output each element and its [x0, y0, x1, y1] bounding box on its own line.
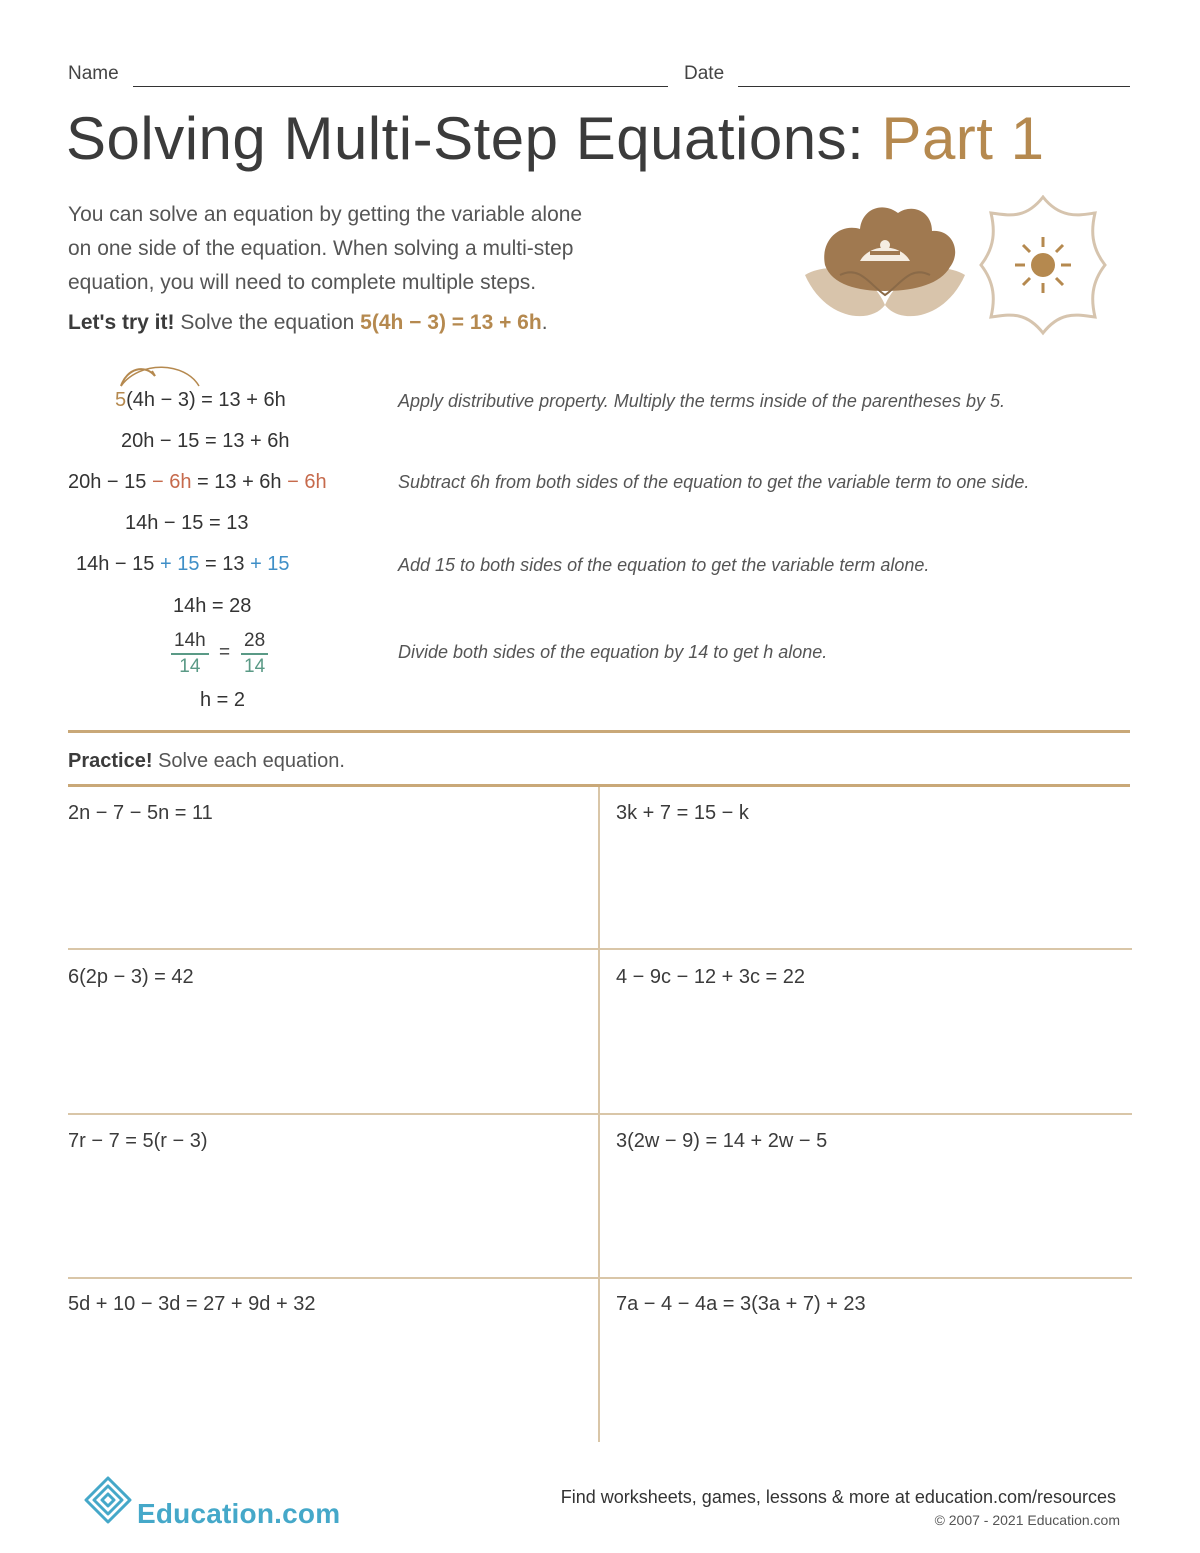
example-step-5-c: = 13: [199, 553, 245, 575]
example-step-5-b: + 15: [154, 553, 200, 575]
example-step-3-d: − 6h: [281, 471, 327, 493]
date-field[interactable]: [738, 86, 1130, 87]
example-step-7-right-fraction: [241, 630, 268, 678]
intro-line-1: You can solve an equation by getting the variable alone: [68, 203, 583, 226]
example-step-3-b: − 6h: [146, 471, 192, 493]
flower-illustration: [800, 195, 1120, 345]
page-title-accent: Part 1: [881, 105, 1045, 172]
education-logo-text[interactable]: Education.com: [137, 1498, 341, 1529]
white-flower-icon: [981, 197, 1105, 333]
practice-problem-1: 2n − 7 − 5n = 11: [68, 802, 213, 824]
example-step-7-equals: =: [219, 642, 231, 663]
example-step-1-coefficient: 5: [115, 389, 127, 411]
example-step-2: 20h − 15 = 13 + 6h: [121, 430, 290, 452]
practice-problem-8: 7a − 4 − 4a = 3(3a + 7) + 23: [616, 1293, 866, 1315]
try-it-end: .: [541, 311, 548, 334]
intro-line-2: on one side of the equation. When solving a multi-step: [68, 237, 574, 260]
example-step-3-c: = 13 + 6h: [191, 471, 282, 493]
try-it-equation: 5(4h − 3) = 13 + 6h: [360, 311, 542, 334]
education-logo-icon: [80, 1470, 136, 1526]
footer-copyright: © 2007 - 2021 Education.com: [934, 1512, 1120, 1528]
example-step-6: 14h = 28: [173, 595, 252, 617]
section-divider: [68, 730, 1130, 733]
example-note-3: Add 15 to both sides of the equation to get the variable term alone.: [398, 555, 930, 575]
example-step-1: [115, 389, 286, 412]
example-note-2: Subtract 6h from both sides of the equation to get the variable term to one side.: [398, 472, 1030, 492]
practice-problem-4: 4 − 9c − 12 + 3c = 22: [616, 966, 806, 988]
example-step-5-a: 14h − 15: [76, 553, 155, 575]
try-it-label: Let's try it!: [68, 311, 175, 334]
example-step-7-left-fraction: [171, 630, 209, 678]
example-step-1-rest: (4h − 3) = 13 + 6h: [126, 389, 286, 411]
example-step-5: [76, 553, 290, 576]
example-step-4: 14h − 15 = 13: [125, 512, 249, 534]
practice-prompt: [68, 750, 345, 773]
date-label: Date: [684, 63, 725, 84]
practice-label: Practice!: [68, 750, 153, 772]
example-step-7-left-denominator: 14: [179, 656, 201, 677]
practice-row-divider-3: [68, 1277, 1132, 1279]
name-label: Name: [68, 63, 119, 84]
practice-problem-2: 3k + 7 = 15 − k: [616, 802, 749, 824]
intro-line-3: equation, you will need to complete multiple steps.: [68, 271, 537, 294]
practice-problem-7: 5d + 10 − 3d = 27 + 9d + 32: [68, 1293, 316, 1315]
example-step-8: h = 2: [200, 689, 246, 711]
try-it-prompt: [68, 311, 548, 335]
example-step-7-left-numerator: 14h: [171, 630, 209, 655]
practice-problem-6: 3(2w − 9) = 14 + 2w − 5: [616, 1130, 828, 1152]
brown-flower-icon: [805, 207, 965, 316]
example-note-4: Divide both sides of the equation by 14 to get h alone.: [398, 642, 828, 662]
practice-text: Solve each equation.: [158, 750, 345, 772]
practice-problem-5: 7r − 7 = 5(r − 3): [68, 1130, 208, 1152]
example-note-1: Apply distributive property. Multiply the terms inside of the parentheses by 5.: [398, 391, 1005, 411]
example-step-3: [68, 471, 327, 494]
practice-row-divider-2: [68, 1113, 1132, 1115]
example-step-5-d: + 15: [244, 553, 290, 575]
footer-resources-link[interactable]: Find worksheets, games, lessons & more at education.com/resources: [560, 1487, 1116, 1507]
practice-row-divider-1: [68, 948, 1132, 950]
try-it-text: Solve the equation: [180, 311, 355, 334]
intro-paragraph: [68, 198, 708, 300]
distribute-arcs: [115, 362, 205, 388]
example-step-3-a: 20h − 15: [68, 471, 147, 493]
page-title-main: Solving Multi-Step Equations:: [66, 105, 865, 172]
page-title: [66, 104, 1045, 173]
name-field[interactable]: [133, 86, 668, 87]
example-step-7-right-denominator: 14: [244, 656, 266, 677]
practice-problem-3: 6(2p − 3) = 42: [68, 966, 194, 988]
example-step-7-right-numerator: 28: [241, 630, 268, 655]
